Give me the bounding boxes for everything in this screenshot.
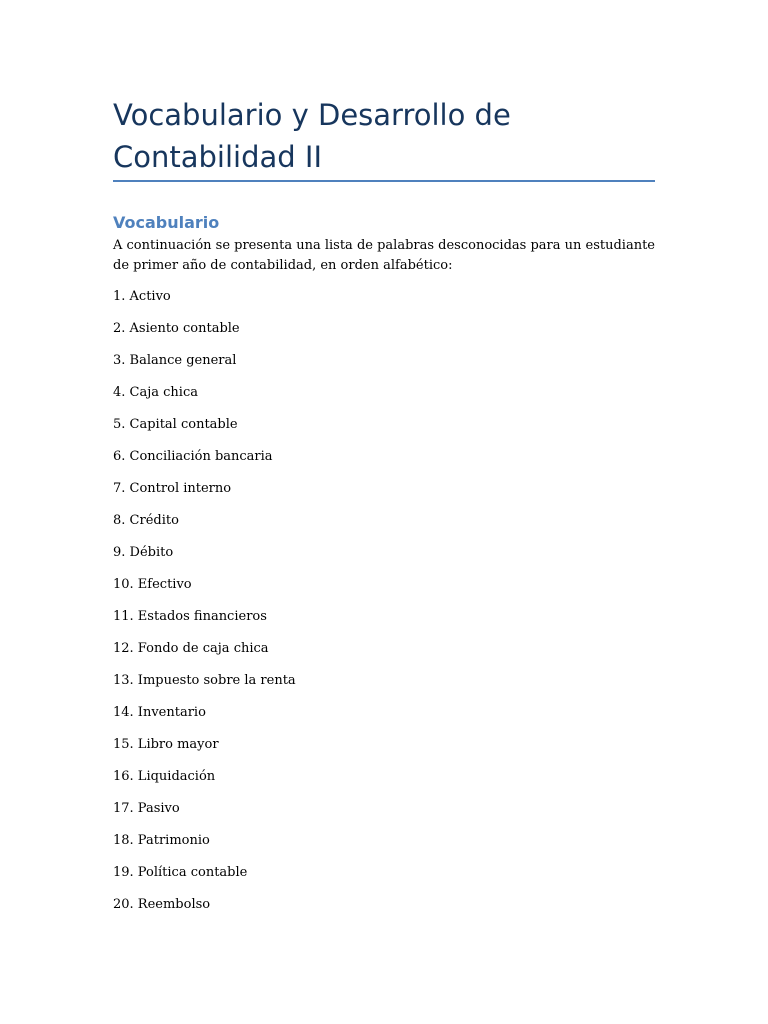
vocabulary-item: 14. Inventario [113,705,206,720]
vocabulary-item: 15. Libro mayor [113,737,219,752]
intro-paragraph: A continuación se presenta una lista de palabras desconocidas para un estudiante de primer año de contabilidad, en orden alfabético: [113,238,655,273]
vocabulary-item: 16. Liquidación [113,769,216,784]
vocabulary-item: 1. Activo [113,289,171,304]
vocabulary-item: 8. Crédito [113,513,179,528]
vocabulary-item: 19. Política contable [113,865,248,880]
vocabulary-item: 20. Reembolso [113,897,211,912]
vocabulary-item: 6. Conciliación bancaria [113,449,273,464]
vocabulary-item: 18. Patrimonio [113,833,210,848]
vocabulary-item: 10. Efectivo [113,577,192,592]
title-underline-divider [113,180,655,182]
vocabulary-item: 5. Capital contable [113,417,238,432]
section-heading: Vocabulario [113,213,220,232]
vocabulary-item: 11. Estados financieros [113,609,267,624]
vocabulary-item: 7. Control interno [113,481,232,496]
vocabulary-item: 4. Caja chica [113,385,198,400]
vocabulary-item: 12. Fondo de caja chica [113,641,269,656]
vocabulary-item: 9. Débito [113,545,174,560]
document-title: Vocabulario y Desarrollo de Contabilidad II [113,98,511,174]
vocabulary-item: 2. Asiento contable [113,321,240,336]
vocabulary-item: 3. Balance general [113,353,237,368]
vocabulary-item: 17. Pasivo [113,801,180,816]
vocabulary-item: 13. Impuesto sobre la renta [113,673,296,688]
vocabulary-list [113,286,296,926]
